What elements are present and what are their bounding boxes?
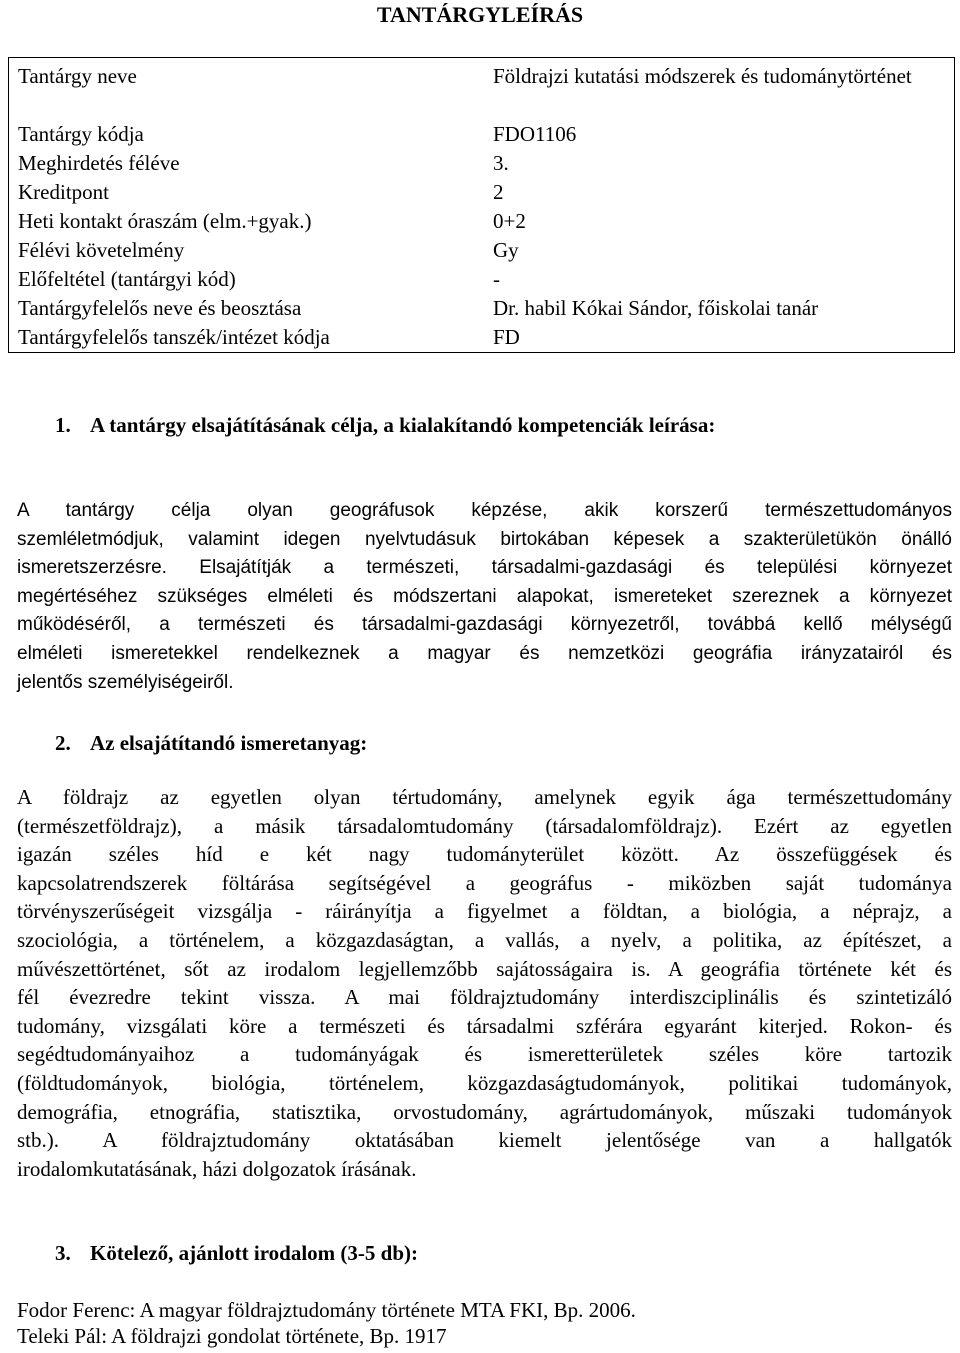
paragraph-line: ismeretszerzésre. Elsajátítják a természeti, társadalmi-gazdasági és települési környezet [17,557,952,579]
section-1-paragraph [17,497,952,697]
paragraph-line: jelentős személyiségeiről. [17,671,234,693]
section-heading-1 [55,411,715,439]
info-value: 3. [493,151,509,175]
info-value: 0+2 [493,209,526,233]
info-value: FDO1106 [493,122,577,146]
section-number: 3. [55,1241,71,1265]
info-value: Gy [493,238,519,262]
reference-item: Teleki Pál: A földrajzi gondolat története, Bp. 1917 [17,1324,447,1348]
info-value: FD [493,325,520,349]
section-title: Az elsajátítandó ismeretanyag: [90,731,368,755]
document-title: TANTÁRGYLEÍRÁS [376,2,584,27]
paragraph-line: A tantárgy célja olyan geográfusok képzése, akik korszerű természettudományos [17,500,952,521]
paragraph-line: tudomány, vizsgálati köre a természeti és társadalmi szférára egyaránt kiterjed. Rokon- és [17,1013,952,1038]
paragraph-line: igazán széles híd e két nagy tudományterület között. Az összefüggések és [17,842,952,867]
paragraph-line: kapcsolatrendszerek föltárása segítségével a geográfus - miközben saját tudománya [17,870,952,895]
info-label: Tantárgy neve [18,64,137,88]
paragraph-line: fél évezredre tekint vissza. A mai földrajztudomány interdiszciplinális és szintetizáló [17,985,952,1010]
info-label: Kreditpont [18,180,109,204]
paragraph-line: A földrajz az egyetlen olyan tértudomány, amelynek egyik ága természettudomány [17,785,952,809]
section-2-paragraph [17,783,952,1183]
info-value: - [493,267,500,291]
info-label: Félévi követelmény [18,238,185,262]
info-value: Dr. habil Kókai Sándor, főiskolai tanár [493,296,819,320]
paragraph-line: törvényszerűségeit vizsgálja - ráirányítja a figyelmet a földtan, a biológia, a néprajz, a [17,899,952,924]
section-title: Kötelező, ajánlott irodalom (3-5 db): [90,1241,418,1265]
info-label: Meghirdetés féléve [18,151,180,175]
section-heading-3 [55,1239,418,1267]
info-label: Heti kontakt óraszám (elm.+gyak.) [18,209,312,233]
course-info-table [8,57,955,353]
paragraph-line: (természetföldrajz), a másik társadalomtudomány (társadalomföldrajz). Ezért az egyetlen [17,813,952,838]
info-label: Tantárgyfelelős tanszék/intézet kódja [18,325,330,349]
paragraph-line: demográfia, etnográfia, statisztika, orvostudomány, agrártudományok, műszaki tudományok [17,1099,952,1124]
info-label: Tantárgy kódja [18,122,144,146]
section-number: 2. [55,731,71,755]
paragraph-line: szemléletmódjuk, valamint idegen nyelvtudásuk birtokában képesek a szakterületükön önálló [17,528,952,550]
info-value: Földrajzi kutatási módszerek és tudománytörténet [493,64,912,88]
paragraph-line: irodalomkutatásának, házi dolgozatok írásának. [17,1156,417,1181]
paragraph-line: működéséről, a természeti és társadalmi-gazdasági környezetről, továbbá kellő mélységű [17,614,952,636]
paragraph-line: szociológia, a történelem, a közgazdaságtan, a vallás, a nyelv, a politika, az építészet, a [17,927,952,952]
paragraph-line: (földtudományok, biológia, történelem, közgazdaságtudományok, politikai tudományok, [17,1070,952,1095]
section-heading-2 [55,729,367,757]
reference-item: Fodor Ferenc: A magyar földrajztudomány története MTA FKI, Bp. 2006. [17,1298,636,1322]
paragraph-line: elméleti ismeretekkel rendelkeznek a magyar és nemzetközi geográfia irányzatairól és [17,642,952,664]
paragraph-line: művészettörténet, sőt az irodalom legjellemzőbb sajátosságaira is. A geográfia története két és [17,956,952,981]
paragraph-line: megértéséhez szükséges elméleti és módszertani alapokat, ismereteket szereznek a környezet [17,585,952,607]
section-number: 1. [55,413,71,437]
paragraph-line: stb.). A földrajztudomány oktatásában kiemelt jelentősége van a hallgatók [17,1128,952,1153]
info-value: 2 [493,180,504,204]
paragraph-line: segédtudományaihoz a tudományágak és ismeretterületek széles köre tartozik [17,1042,952,1067]
section-title: A tantárgy elsajátításának célja, a kialakítandó kompetenciák leírása: [90,413,716,437]
info-label: Előfeltétel (tantárgyi kód) [18,267,236,291]
info-label: Tantárgyfelelős neve és beosztása [18,296,302,320]
